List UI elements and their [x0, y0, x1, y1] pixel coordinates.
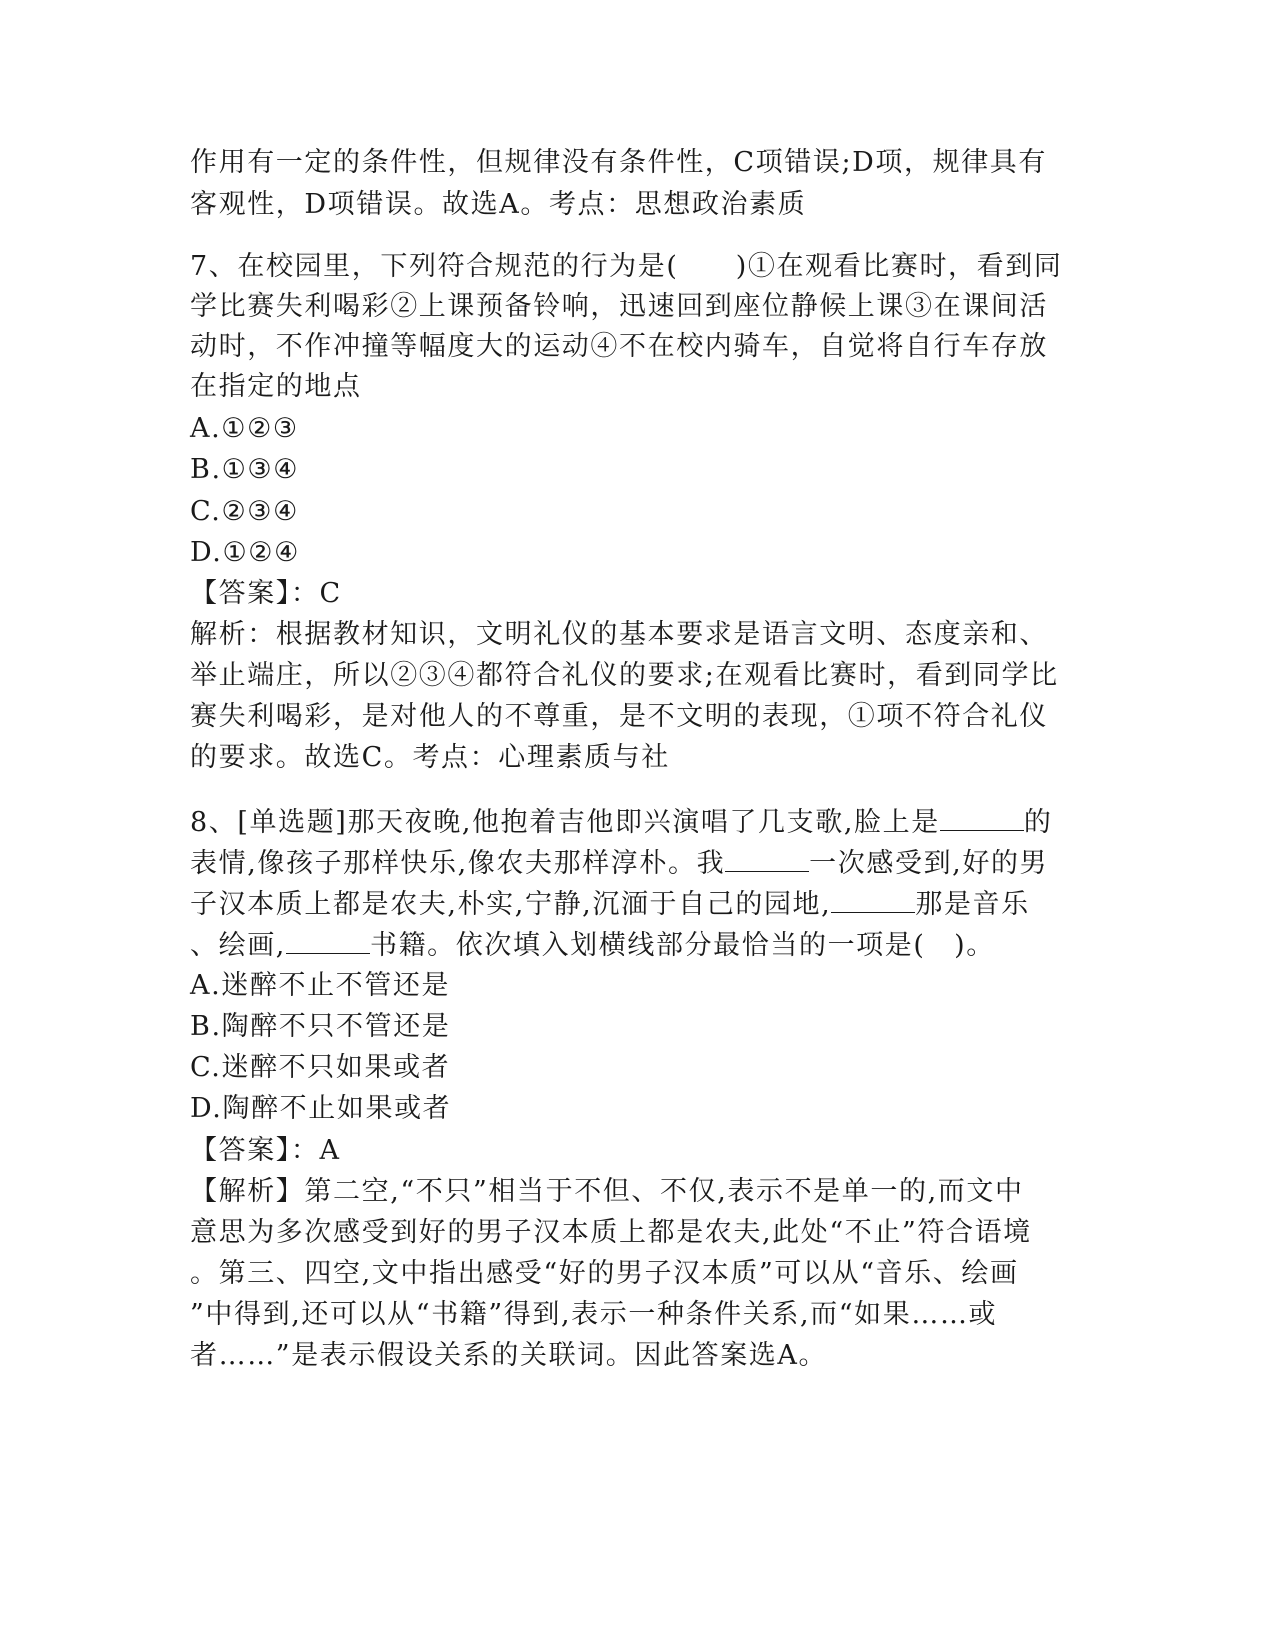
previous-explanation-line-2: 客观性，D项错误。故选A。考点：思想政治素质	[190, 189, 807, 220]
question-8-analysis-line-4: ”中得到,还可以从“书籍”得到,表示一种条件关系,而“如果……或	[190, 1299, 998, 1330]
question-8-analysis-line-5: 者……”是表示假设关系的关联词。因此答案选A。	[190, 1340, 828, 1371]
question-8-option-d: D.陶醉不止如果或者	[190, 1093, 452, 1124]
question-8-stem-text: 、绘画,	[190, 930, 286, 961]
question-7-option-b: B.①③④	[190, 454, 300, 485]
question-7-option-d: D.①②④	[190, 537, 300, 568]
question-8-option-c: C.迷醉不只如果或者	[190, 1052, 451, 1083]
question-7-stem-line-4: 在指定的地点	[190, 371, 362, 402]
question-7-analysis-line-4: 的要求。故选C。考点：心理素质与社	[190, 742, 670, 773]
fill-blank-2	[725, 847, 809, 872]
question-7-stem-line-3: 动时，不作冲撞等幅度大的运动④不在校内骑车，自觉将自行车存放	[190, 331, 1048, 362]
fill-blank-3	[831, 888, 915, 913]
question-8-stem-text: 子汉本质上都是农夫,朴实,宁静,沉湎于自己的园地,	[190, 889, 832, 920]
question-8-option-a: A.迷醉不止不管还是	[190, 970, 451, 1001]
question-7-option-a: A.①②③	[190, 413, 299, 444]
question-8-stem-text: 8、[单选题]那天夜晚,他抱着吉他即兴演唱了几支歌,脸上是	[190, 807, 940, 838]
question-8-stem-text: 一次感受到,好的男	[809, 848, 1049, 879]
question-8-stem-text: 那是音乐	[915, 889, 1030, 920]
question-7-answer: 【答案】：C	[190, 578, 342, 609]
question-7-stem-line-2: 学比赛失利喝彩②上课预备铃响，迅速回到座位静候上课③在课间活	[190, 291, 1048, 322]
question-8-analysis-line-2: 意思为多次感受到好的男子汉本质上都是农夫,此处“不止”符合语境	[190, 1217, 1032, 1248]
fill-blank-4	[286, 929, 370, 954]
question-7-stem-line-1: 7、在校园里，下列符合规范的行为是( )①在观看比赛时，看到同	[190, 251, 1063, 282]
question-8-stem-line-2	[190, 847, 1048, 879]
question-8-stem-text: 的	[1023, 807, 1053, 838]
question-7-analysis-line-2: 举止端庄，所以②③④都符合礼仪的要求;在观看比赛时，看到同学比	[190, 660, 1059, 691]
question-8-option-b: B.陶醉不只不管还是	[190, 1011, 451, 1042]
question-8-analysis-line-1: 【解析】第二空,“不只”相当于不但、不仅,表示不是单一的,而文中	[190, 1176, 1024, 1207]
question-8-stem-text: 表情,像孩子那样快乐,像农夫那样淳朴。我	[190, 848, 726, 879]
question-8-analysis-line-3: 。第三、四空,文中指出感受“好的男子汉本质”可以从“音乐、绘画	[190, 1258, 1019, 1289]
question-8-answer: 【答案】：A	[190, 1135, 341, 1166]
previous-explanation-line-1: 作用有一定的条件性，但规律没有条件性，C项错误;D项，规律具有	[190, 147, 1048, 178]
question-8-stem-line-1	[190, 806, 1052, 838]
question-8-stem-text: 书籍。依次填入划横线部分最恰当的一项是( )。	[369, 930, 995, 961]
question-8-stem-line-4	[190, 929, 995, 961]
question-8-stem-line-3	[190, 888, 1030, 920]
question-7-analysis-line-1: 解析：根据教材知识，文明礼仪的基本要求是语言文明、态度亲和、	[190, 619, 1048, 650]
question-7-analysis-line-3: 赛失利喝彩，是对他人的不尊重，是不文明的表现，①项不符合礼仪	[190, 701, 1048, 732]
question-7-option-c: C.②③④	[190, 496, 299, 527]
fill-blank-1	[940, 806, 1024, 831]
